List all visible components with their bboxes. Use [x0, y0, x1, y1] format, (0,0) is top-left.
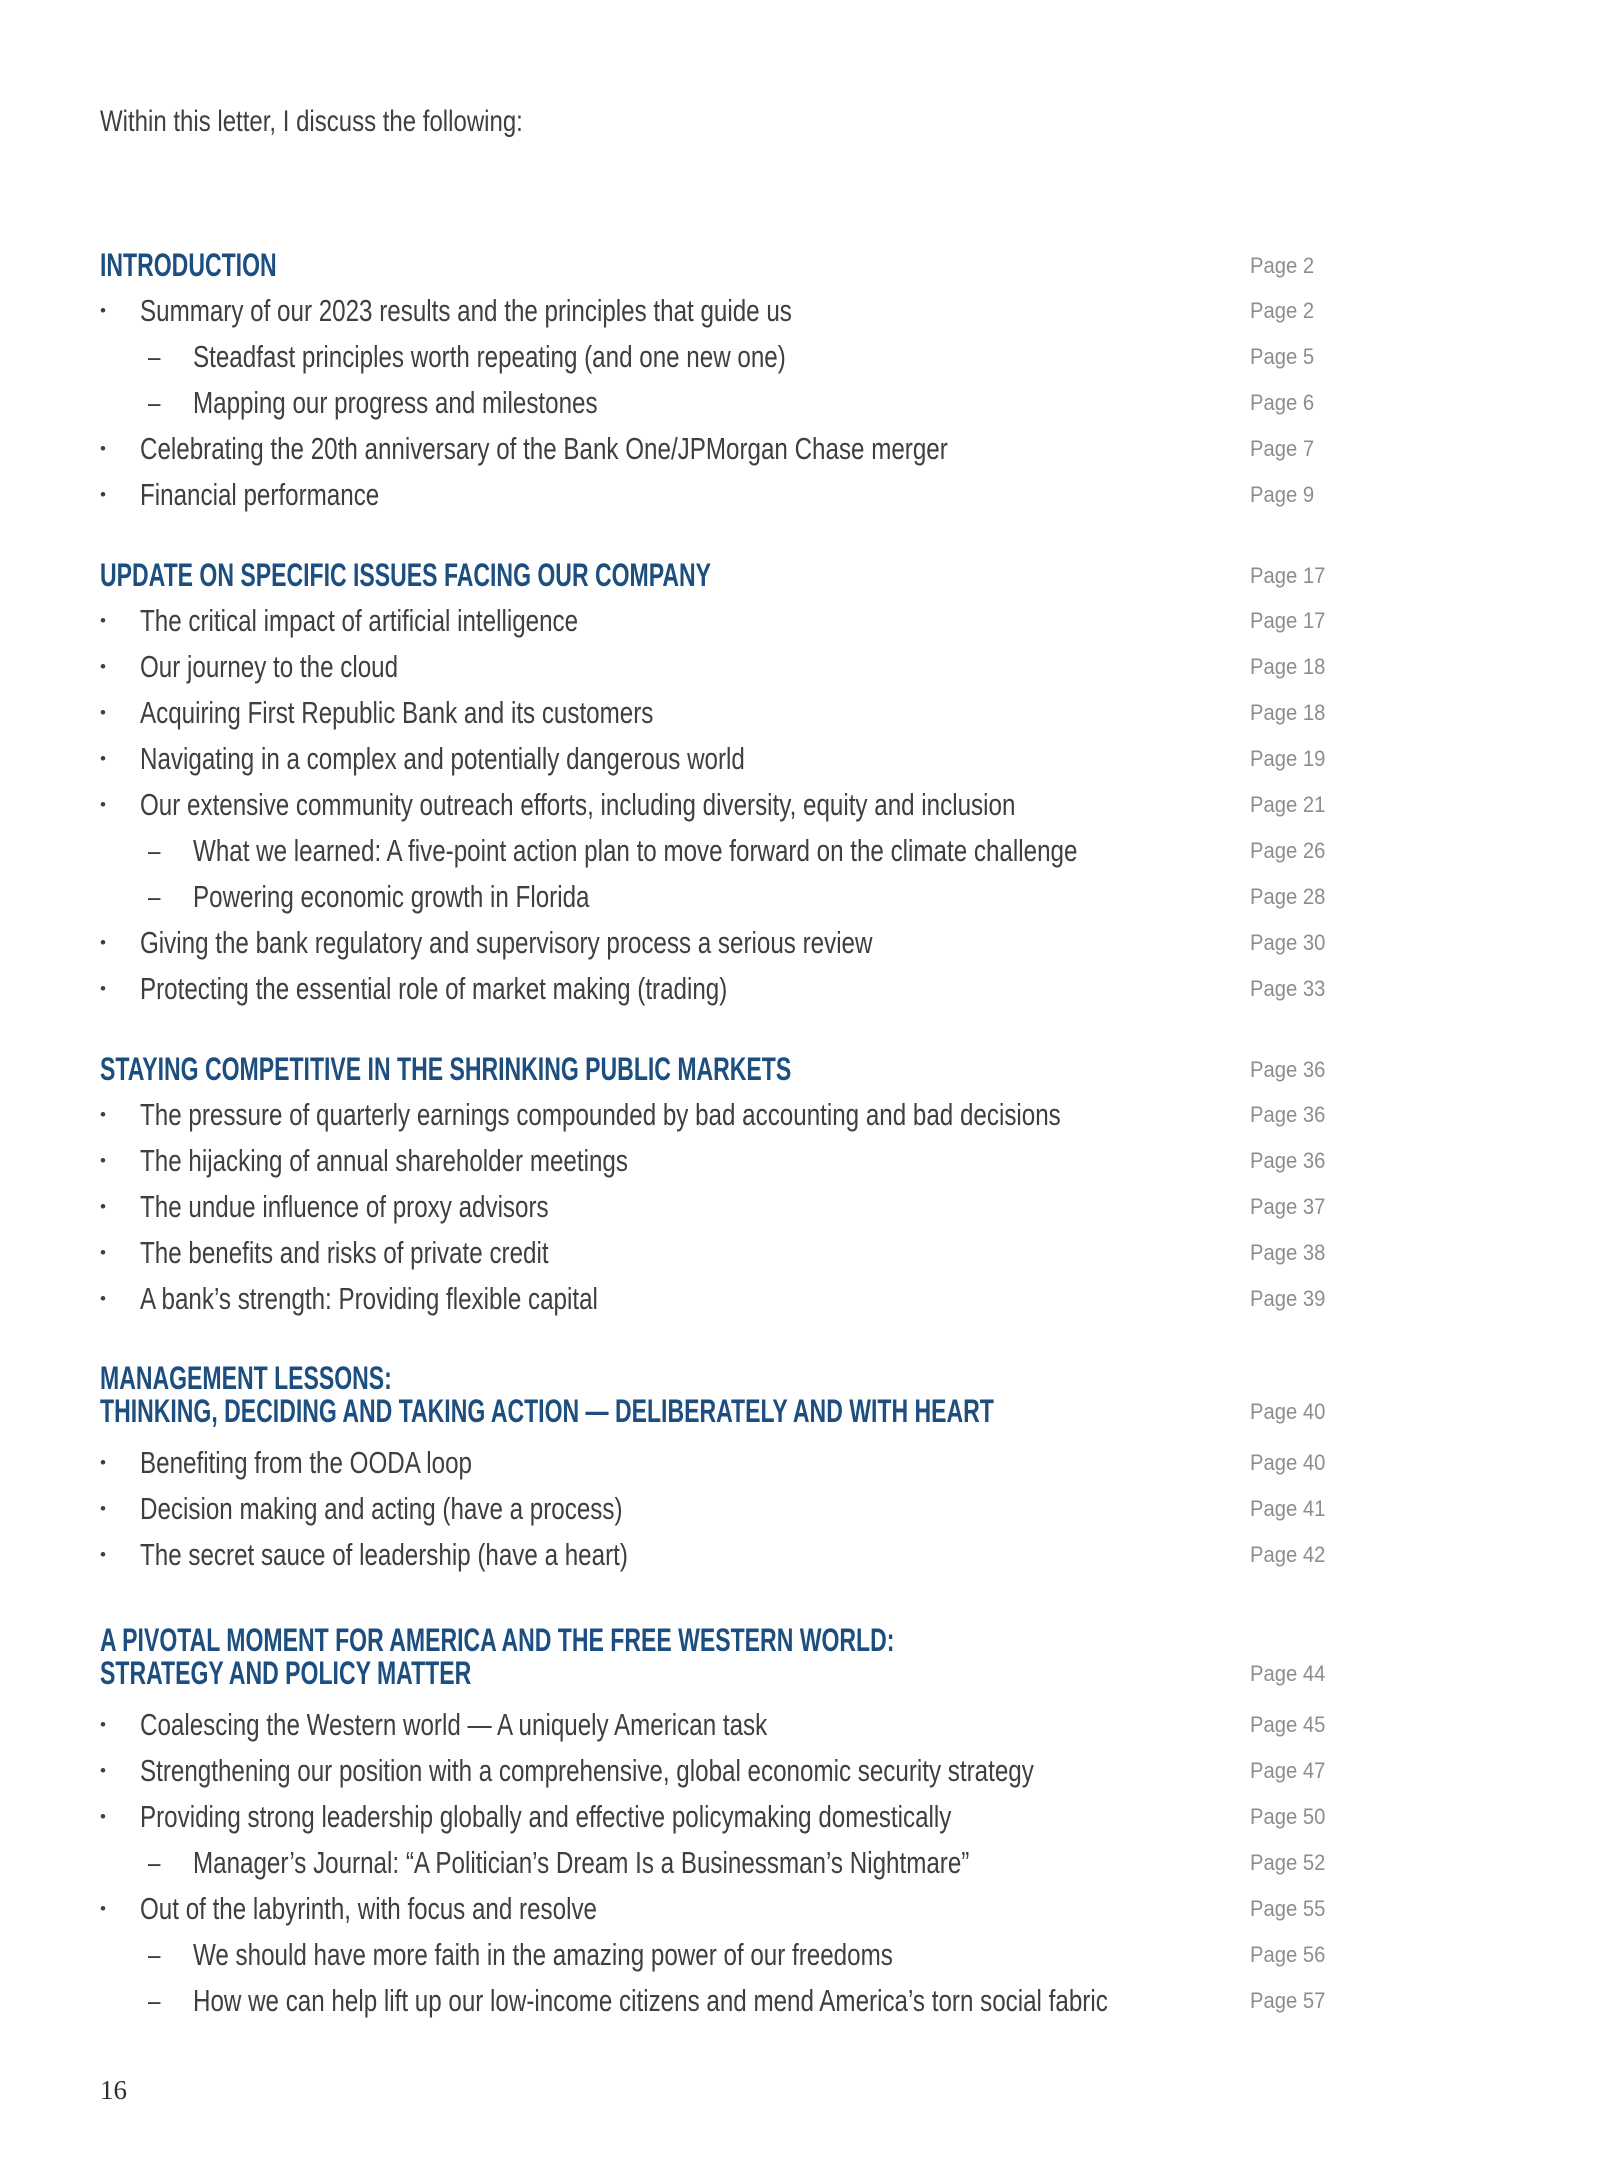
toc-entry	[100, 782, 1600, 828]
entry-label: A bank’s strength: Providing flexible capital	[140, 1281, 598, 1316]
bullet-icon: •	[100, 933, 106, 952]
bullet-icon: •	[100, 703, 106, 722]
bullet-icon: •	[100, 611, 106, 630]
toc-entry	[100, 380, 1600, 426]
section-title: UPDATE ON SPECIFIC ISSUES FACING OUR COMPANY	[100, 556, 712, 593]
toc-entry	[100, 1138, 1600, 1184]
dash-icon: –	[148, 387, 161, 418]
entry-page-ref: Page 18	[1250, 700, 1326, 725]
toc-entry	[100, 426, 1600, 472]
dash-icon: –	[148, 1985, 161, 2016]
entry-page-ref: Page 19	[1250, 746, 1326, 771]
entry-label: Strengthening our position with a comprehensive, global economic security strategy	[140, 1753, 1034, 1788]
section-title-line-1: MANAGEMENT LESSONS:	[100, 1360, 392, 1396]
section-title: STAYING COMPETITIVE IN THE SHRINKING PUBLIC MARKETS	[100, 1050, 792, 1087]
section-header	[100, 242, 1600, 288]
toc-entry	[100, 472, 1600, 518]
entry-label: Giving the bank regulatory and supervisory process a serious review	[140, 925, 873, 960]
bullet-icon: •	[100, 1545, 106, 1564]
entry-label: Steadfast principles worth repeating (and one new one)	[193, 339, 786, 374]
bullet-icon: •	[100, 795, 106, 814]
toc-entry	[100, 598, 1600, 644]
toc-entry	[100, 1702, 1600, 1748]
toc-entry	[100, 644, 1600, 690]
entry-page-ref: Page 41	[1250, 1496, 1326, 1521]
toc-entry	[100, 288, 1600, 334]
entry-label: The hijacking of annual shareholder meetings	[140, 1143, 628, 1178]
bullet-icon: •	[100, 301, 106, 320]
bullet-icon: •	[100, 657, 106, 676]
section-header	[100, 1362, 1600, 1440]
bullet-icon: •	[100, 439, 106, 458]
entry-page-ref: Page 5	[1250, 344, 1315, 369]
entry-page-ref: Page 33	[1250, 976, 1326, 1001]
toc-section-staying-competitive	[100, 1046, 1600, 1322]
entry-page-ref: Page 2	[1250, 298, 1315, 323]
toc-entry	[100, 1440, 1600, 1486]
entry-label: The pressure of quarterly earnings compounded by bad accounting and bad decisions	[140, 1097, 1061, 1132]
folio-page-number: 16	[100, 2075, 127, 2105]
entry-page-ref: Page 50	[1250, 1804, 1326, 1829]
entry-label: Manager’s Journal: “A Politician’s Dream Is a Businessman’s Nightmare”	[193, 1845, 970, 1880]
entry-label: Our extensive community outreach efforts, including diversity, equity and inclusion	[140, 787, 1016, 822]
entry-label: Powering economic growth in Florida	[193, 879, 590, 914]
bullet-icon: •	[100, 1197, 106, 1216]
entry-page-ref: Page 7	[1250, 436, 1315, 461]
entry-label: Acquiring First Republic Bank and its customers	[140, 695, 654, 730]
toc-section-introduction	[100, 242, 1600, 518]
toc-section-update-on-specific-issues	[100, 552, 1600, 1012]
entry-label: Out of the labyrinth, with focus and resolve	[140, 1891, 597, 1926]
section-title-line-1: A PIVOTAL MOMENT FOR AMERICA AND THE FREE WESTERN WORLD:	[100, 1622, 895, 1658]
toc-entry	[100, 874, 1600, 920]
section-title-line-2: STRATEGY AND POLICY MATTER	[100, 1655, 472, 1691]
bullet-icon: •	[100, 1453, 106, 1472]
entry-page-ref: Page 37	[1250, 1194, 1326, 1219]
toc-entry	[100, 1840, 1600, 1886]
toc-entry	[100, 736, 1600, 782]
section-page-ref: Page 40	[1250, 1399, 1326, 1424]
entry-page-ref: Page 47	[1250, 1758, 1326, 1783]
bullet-icon: •	[100, 1105, 106, 1124]
dash-icon: –	[148, 881, 161, 912]
dash-icon: –	[148, 1847, 161, 1878]
entry-page-ref: Page 30	[1250, 930, 1326, 955]
toc-entry	[100, 1230, 1600, 1276]
dash-icon: –	[148, 1939, 161, 1970]
entry-page-ref: Page 28	[1250, 884, 1326, 909]
bullet-icon: •	[100, 1807, 106, 1826]
entry-label: Navigating in a complex and potentially dangerous world	[140, 741, 745, 776]
entry-page-ref: Page 55	[1250, 1896, 1326, 1921]
bullet-icon: •	[100, 1243, 106, 1262]
toc-entry	[100, 1794, 1600, 1840]
section-title: INTRODUCTION	[100, 246, 277, 283]
section-header	[100, 1046, 1600, 1092]
intro-text: Within this letter, I discuss the following:	[100, 105, 523, 138]
entry-label: The undue influence of proxy advisors	[140, 1189, 549, 1224]
bullet-icon: •	[100, 1499, 106, 1518]
section-header	[100, 552, 1600, 598]
toc-entry	[100, 1486, 1600, 1532]
bullet-icon: •	[100, 1899, 106, 1918]
bullet-icon: •	[100, 1715, 106, 1734]
entry-page-ref: Page 26	[1250, 838, 1326, 863]
dash-icon: –	[148, 835, 161, 866]
toc-entry	[100, 1886, 1600, 1932]
entry-page-ref: Page 45	[1250, 1712, 1326, 1737]
entry-page-ref: Page 6	[1250, 390, 1315, 415]
entry-page-ref: Page 39	[1250, 1286, 1326, 1311]
entry-page-ref: Page 56	[1250, 1942, 1326, 1967]
entry-page-ref: Page 57	[1250, 1988, 1326, 2013]
dash-icon: –	[148, 341, 161, 372]
toc-entry	[100, 1932, 1600, 1978]
entry-label: Financial performance	[140, 477, 380, 512]
entry-page-ref: Page 18	[1250, 654, 1326, 679]
toc-entry	[100, 828, 1600, 874]
toc-section-management-lessons	[100, 1362, 1600, 1578]
bullet-icon: •	[100, 749, 106, 768]
section-page-ref: Page 36	[1250, 1056, 1326, 1082]
entry-label: Our journey to the cloud	[140, 649, 399, 684]
entry-label: Providing strong leadership globally and effective policymaking domestically	[140, 1799, 952, 1834]
toc-entry	[100, 920, 1600, 966]
toc-entry	[100, 1532, 1600, 1578]
entry-page-ref: Page 38	[1250, 1240, 1326, 1265]
entry-page-ref: Page 21	[1250, 792, 1326, 817]
section-page-ref: Page 17	[1250, 562, 1326, 588]
toc-entry	[100, 966, 1600, 1012]
entry-label: Protecting the essential role of market making (trading)	[140, 971, 728, 1006]
entry-label: Mapping our progress and milestones	[193, 385, 598, 420]
entry-page-ref: Page 36	[1250, 1148, 1326, 1173]
section-header	[100, 1624, 1600, 1702]
entry-label: Summary of our 2023 results and the principles that guide us	[140, 293, 792, 328]
toc-entry	[100, 690, 1600, 736]
entry-label: How we can help lift up our low-income citizens and mend America’s torn social fabric	[193, 1983, 1108, 2018]
entry-label: What we learned: A five-point action plan to move forward on the climate challenge	[193, 833, 1078, 868]
toc-entry	[100, 334, 1600, 380]
entry-page-ref: Page 40	[1250, 1450, 1326, 1475]
section-title-line-2: THINKING, DECIDING AND TAKING ACTION — DELIBERATELY AND WITH HEART	[100, 1393, 994, 1429]
toc-entry	[100, 1092, 1600, 1138]
entry-page-ref: Page 9	[1250, 482, 1315, 507]
bullet-icon: •	[100, 485, 106, 504]
bullet-icon: •	[100, 979, 106, 998]
entry-page-ref: Page 42	[1250, 1542, 1326, 1567]
entry-label: The benefits and risks of private credit	[140, 1235, 549, 1270]
entry-label: Decision making and acting (have a process)	[140, 1491, 623, 1526]
toc-entry	[100, 1978, 1600, 2024]
toc-entry	[100, 1276, 1600, 1322]
entry-label: We should have more faith in the amazing power of our freedoms	[193, 1937, 893, 1972]
entry-page-ref: Page 36	[1250, 1102, 1326, 1127]
toc-entry	[100, 1184, 1600, 1230]
bullet-icon: •	[100, 1761, 106, 1780]
bullet-icon: •	[100, 1151, 106, 1170]
entry-page-ref: Page 52	[1250, 1850, 1326, 1875]
toc-section-pivotal-moment	[100, 1624, 1600, 2024]
entry-label: Celebrating the 20th anniversary of the Bank One/JPMorgan Chase merger	[140, 431, 948, 466]
bullet-icon: •	[100, 1289, 106, 1308]
entry-label: The critical impact of artificial intelligence	[140, 603, 579, 638]
entry-label: Coalescing the Western world — A uniquely American task	[140, 1707, 768, 1742]
entry-label: The secret sauce of leadership (have a heart)	[140, 1537, 628, 1572]
section-page-ref: Page 44	[1250, 1661, 1326, 1686]
entry-page-ref: Page 17	[1250, 608, 1326, 633]
entry-label: Benefiting from the OODA loop	[140, 1445, 472, 1480]
toc-entry	[100, 1748, 1600, 1794]
section-page-ref: Page 2	[1250, 252, 1315, 278]
